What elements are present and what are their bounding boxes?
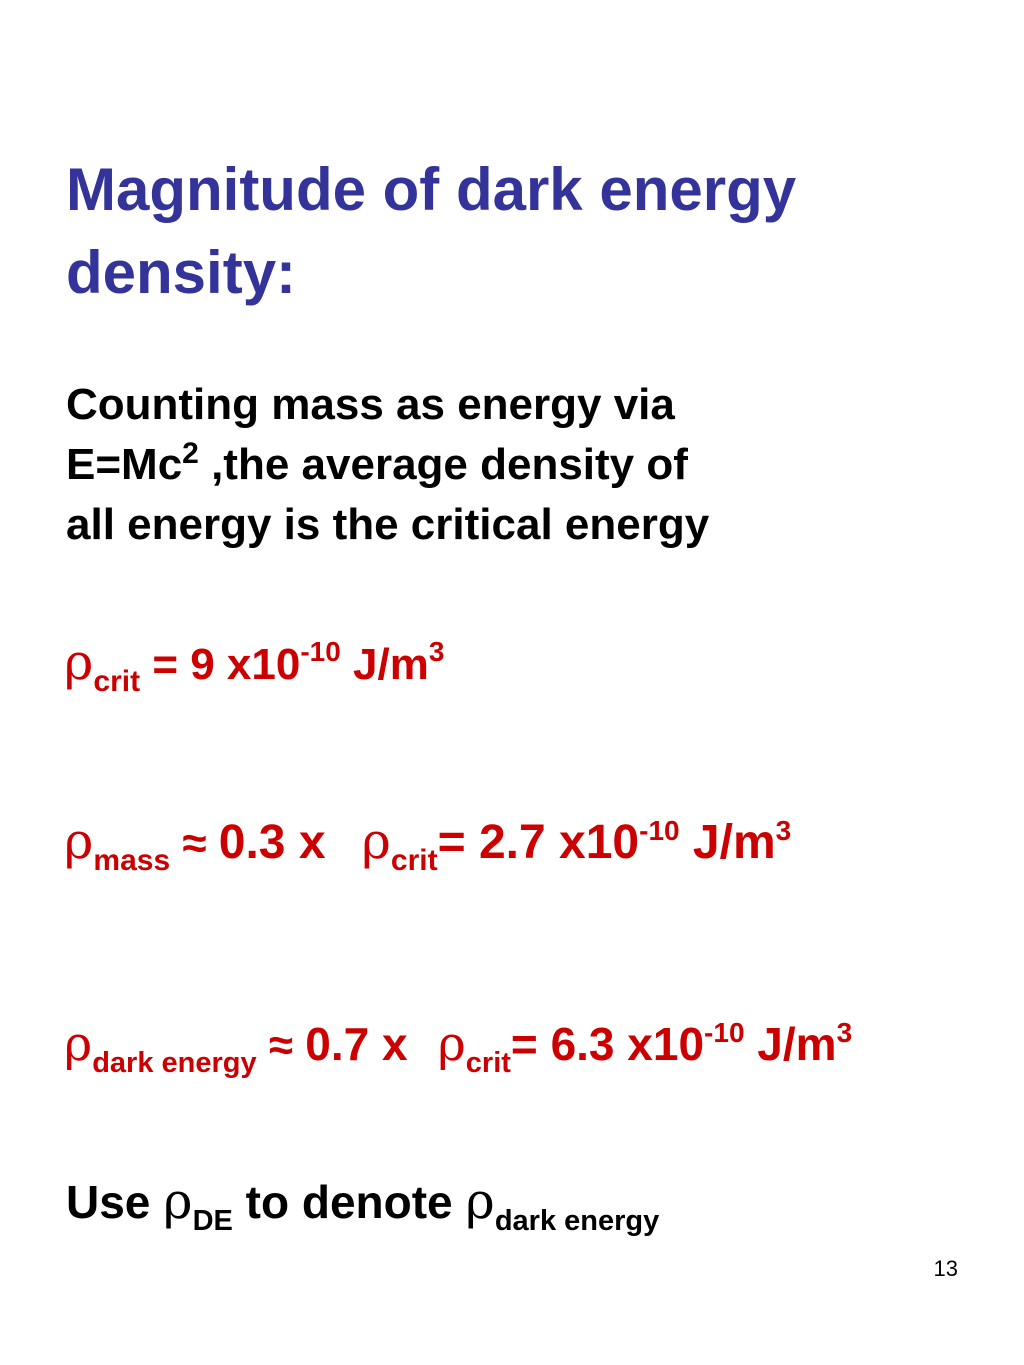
note-prefix: Use [66,1176,164,1228]
rho-symbol: ρ [64,633,94,691]
subscript-crit: crit [465,1047,511,1079]
title-line-1: Magnitude of dark energy [66,156,797,223]
unit-exponent: 3 [836,1017,853,1048]
unit: J/m [679,816,776,869]
emc-exponent: 2 [182,437,199,470]
title-line-2: density: [66,239,297,306]
approx-sign: ≈ [170,819,219,868]
subscript-crit: crit [93,665,141,698]
unit-exponent: 3 [775,815,792,846]
rho-symbol: ρ [163,1172,193,1230]
approx-sign: ≈ [256,1021,306,1070]
subscript-dark-energy: dark energy [494,1205,660,1237]
equation-dark-energy-density [64,1016,853,1079]
slide-title [66,148,966,314]
unit: J/m [340,640,429,689]
equation-value: = 2.7 x10 [437,816,640,869]
page-number: 13 [933,1256,958,1281]
exponent: -10 [300,636,341,667]
equation-mass-density [64,812,792,877]
subscript-mass: mass [93,844,171,877]
rho-symbol-crit: ρ [437,1016,466,1072]
unit-exponent: 3 [428,636,445,667]
subscript-dark-energy: dark energy [92,1047,257,1079]
coefficient: 0.3 x [218,816,326,869]
exponent: -10 [639,815,680,846]
note-middle: to denote [232,1176,466,1228]
exponent: -10 [704,1017,745,1048]
paragraph-line-3: all energy is the critical energy [66,500,710,549]
emc-text: E=Mc [66,440,183,489]
equation-critical-density [64,633,445,698]
unit: J/m [744,1018,837,1070]
subscript-de: DE [192,1205,233,1237]
rho-symbol-crit: ρ [361,812,391,870]
coefficient: 0.7 x [305,1018,408,1070]
subscript-crit: crit [390,844,438,877]
rho-symbol-dark: ρ [465,1172,495,1230]
rho-symbol: ρ [64,812,94,870]
body-paragraph [66,375,986,555]
notation-note [66,1172,660,1237]
paragraph-line-2 [66,435,986,495]
equation-value: = 9 x10 [140,640,301,689]
rho-symbol: ρ [64,1016,93,1072]
paragraph-line-2-rest: ,the average density of [198,440,688,489]
equation-value: = 6.3 x10 [510,1018,705,1070]
paragraph-line-1: Counting mass as energy via [66,380,675,429]
